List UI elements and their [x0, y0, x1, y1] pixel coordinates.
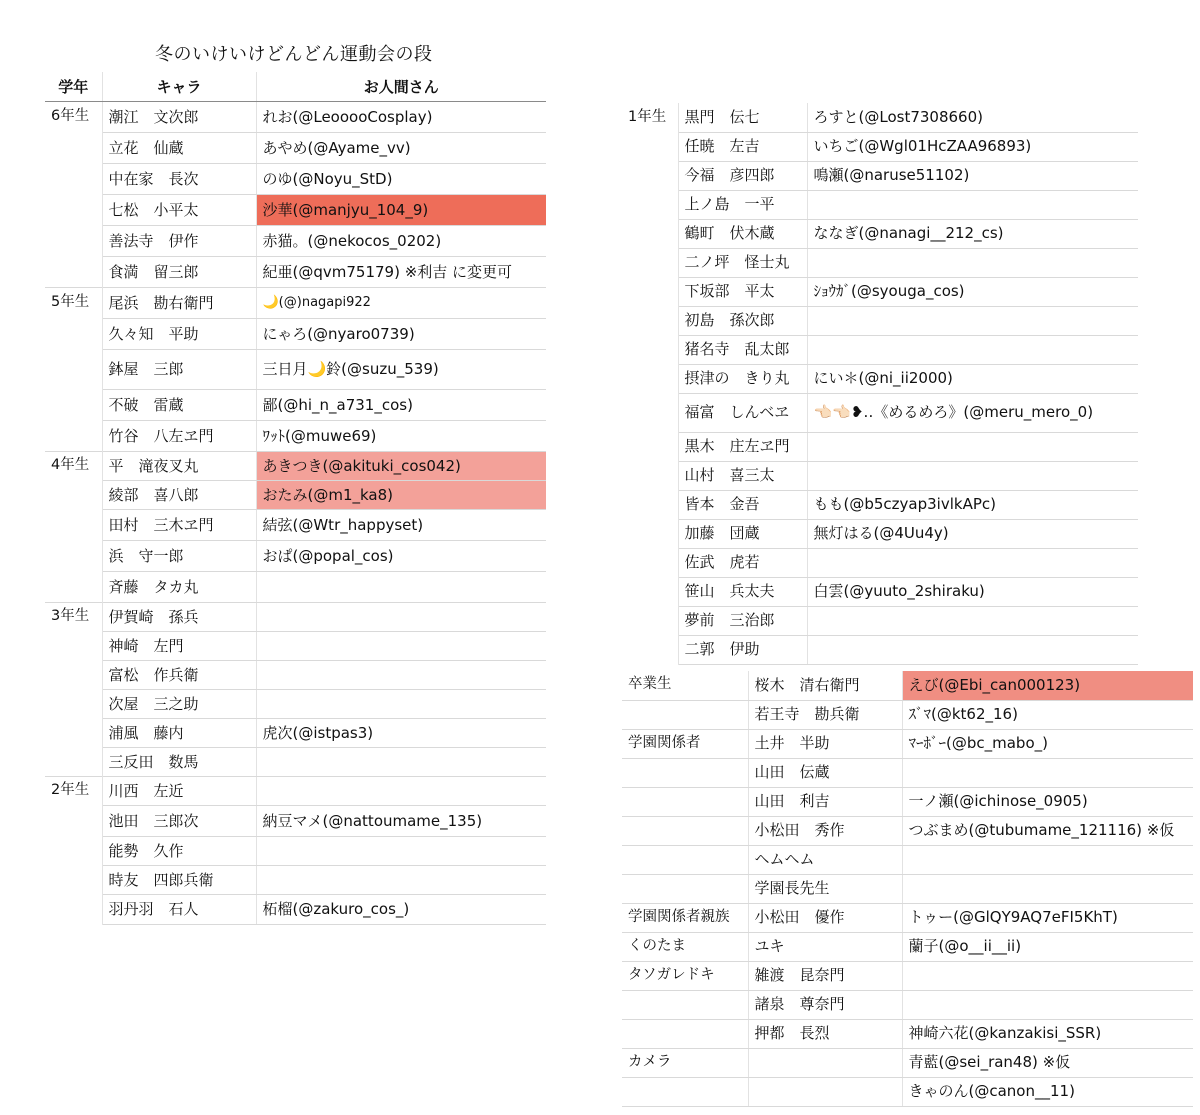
cosplayer-cell	[807, 335, 1138, 364]
table-row	[45, 837, 546, 866]
character-cell	[748, 1077, 902, 1106]
table-row	[622, 1077, 1193, 1106]
cosplayer-cell	[902, 845, 1193, 874]
cosplayer-cell	[256, 690, 546, 719]
cosplayer-cell: 納豆マメ(@nattoumame_135)	[256, 806, 546, 837]
character-cell: 下坂部 平太	[678, 277, 807, 306]
table-row	[45, 257, 546, 288]
table-row	[45, 102, 546, 133]
cosplayer-cell: 白雲(@yuuto_2shiraku)	[807, 577, 1138, 606]
table-row	[622, 990, 1193, 1019]
header-cosplayer: お人間さん	[256, 72, 546, 102]
grade-cell	[45, 510, 102, 541]
character-cell: 食満 留三郎	[102, 257, 256, 288]
cosplayer-cell: ｽﾞﾏ(@kt62_16)	[902, 700, 1193, 729]
character-cell: ユキ	[748, 932, 902, 961]
table-row	[45, 319, 546, 350]
character-cell: 小松田 優作	[748, 903, 902, 932]
grade-cell	[45, 719, 102, 748]
character-cell: 福富 しんベヱ	[678, 393, 807, 432]
cosplayer-cell	[807, 306, 1138, 335]
cosplayer-cell: あきつき(@akituki_cos042)	[256, 452, 546, 481]
grade-cell	[622, 700, 748, 729]
character-cell: 若王寺 勘兵衛	[748, 700, 902, 729]
table-row	[622, 490, 1138, 519]
table-row	[45, 690, 546, 719]
grade-cell: 4年生	[45, 452, 102, 481]
cosplayer-cell: 赤猫。(@nekocos_0202)	[256, 226, 546, 257]
character-cell: ヘムヘム	[748, 845, 902, 874]
cosplayer-cell	[902, 758, 1193, 787]
grade-cell: 6年生	[45, 102, 102, 133]
character-cell: 能勢 久作	[102, 837, 256, 866]
grade-cell	[45, 257, 102, 288]
character-cell: 浜 守一郎	[102, 541, 256, 572]
cosplayer-cell: いちご(@Wgl01HcZAA96893)	[807, 132, 1138, 161]
table-row	[622, 161, 1138, 190]
grade-cell	[622, 519, 678, 548]
table-row	[45, 288, 546, 319]
character-cell: 加藤 団蔵	[678, 519, 807, 548]
cosplayer-cell: 沙華(@manjyu_104_9)	[256, 195, 546, 226]
cosplayer-cell: 鄙(@hi_n_a731_cos)	[256, 390, 546, 421]
table-row	[622, 903, 1193, 932]
character-cell: 中在家 長次	[102, 164, 256, 195]
character-cell: 桜木 清右衛門	[748, 671, 902, 700]
character-cell: 鶴町 伏木蔵	[678, 219, 807, 248]
grade-cell	[622, 548, 678, 577]
upper-grades-body	[45, 102, 546, 925]
table-row	[622, 816, 1193, 845]
character-cell: 川西 左近	[102, 777, 256, 806]
table-row	[45, 866, 546, 895]
grade-cell: カメラ	[622, 1048, 748, 1077]
cosplayer-cell	[807, 548, 1138, 577]
table-row	[45, 195, 546, 226]
character-cell: 押都 長烈	[748, 1019, 902, 1048]
grade-cell: 3年生	[45, 603, 102, 632]
table-row	[622, 519, 1138, 548]
grade-cell	[45, 421, 102, 452]
grade-cell	[622, 335, 678, 364]
table-row	[622, 635, 1138, 664]
character-cell: 次屋 三之助	[102, 690, 256, 719]
table-row	[45, 510, 546, 541]
table-row	[622, 1048, 1193, 1077]
grade-cell: 学園関係者親族	[622, 903, 748, 932]
cosplayer-cell	[256, 777, 546, 806]
cosplayer-cell	[807, 606, 1138, 635]
grade-cell	[622, 248, 678, 277]
character-cell: 羽丹羽 石人	[102, 895, 256, 925]
character-cell: 黒木 庄左ヱ門	[678, 432, 807, 461]
first-grade-table	[622, 103, 1138, 665]
cosplayer-cell: のゆ(@Noyu_StD)	[256, 164, 546, 195]
header-grade: 学年	[45, 72, 102, 102]
grade-cell: 2年生	[45, 777, 102, 806]
cosplayer-cell: もも(@b5czyap3ivlkAPc)	[807, 490, 1138, 519]
grade-cell	[45, 806, 102, 837]
table-row	[45, 632, 546, 661]
grade-cell	[622, 874, 748, 903]
cosplayer-cell: れお(@LeooooCosplay)	[256, 102, 546, 133]
cosplayer-cell	[807, 248, 1138, 277]
table-row	[45, 806, 546, 837]
cosplayer-cell: 青藍(@sei_ran48) ※仮	[902, 1048, 1193, 1077]
character-cell: 竹谷 八左ヱ門	[102, 421, 256, 452]
table-row	[622, 219, 1138, 248]
cosplayer-cell: にゃろ(@nyaro0739)	[256, 319, 546, 350]
cosplayer-cell	[807, 190, 1138, 219]
table-row	[45, 895, 546, 925]
character-cell: 池田 三郎次	[102, 806, 256, 837]
grade-cell: 5年生	[45, 288, 102, 319]
table-row	[622, 932, 1193, 961]
character-cell: 久々知 平助	[102, 319, 256, 350]
cosplayer-cell: ろすと(@Lost7308660)	[807, 103, 1138, 132]
cosplayer-cell	[256, 572, 546, 603]
cosplayer-cell	[256, 866, 546, 895]
grade-cell	[45, 350, 102, 390]
character-cell	[748, 1048, 902, 1077]
character-cell: 二ノ坪 怪士丸	[678, 248, 807, 277]
character-cell: 諸泉 尊奈門	[748, 990, 902, 1019]
character-cell: 時友 四郎兵衛	[102, 866, 256, 895]
character-cell: 初島 孫次郎	[678, 306, 807, 335]
character-cell: 神崎 左門	[102, 632, 256, 661]
table-row	[622, 190, 1138, 219]
grade-cell	[622, 635, 678, 664]
character-cell: 皆本 金吾	[678, 490, 807, 519]
table-row	[622, 103, 1138, 132]
cosplayer-cell: 🌙(@)nagapi922	[256, 288, 546, 319]
grade-cell	[45, 481, 102, 510]
upper-grades-table	[45, 72, 546, 925]
grade-cell	[622, 845, 748, 874]
grade-cell	[45, 837, 102, 866]
cosplayer-cell: あやめ(@Ayame_vv)	[256, 133, 546, 164]
grade-cell	[622, 432, 678, 461]
cosplayer-cell: おぱ(@popal_cos)	[256, 541, 546, 572]
character-cell: 山田 伝蔵	[748, 758, 902, 787]
grade-cell: くのたま	[622, 932, 748, 961]
grade-cell	[622, 461, 678, 490]
character-cell: 摂津の きり丸	[678, 364, 807, 393]
cosplayer-cell: ﾜｯﾄ(@muwe69)	[256, 421, 546, 452]
grade-cell: タソガレドキ	[622, 961, 748, 990]
character-cell: 小松田 秀作	[748, 816, 902, 845]
table-row	[45, 661, 546, 690]
grade-cell: 学園関係者	[622, 729, 748, 758]
table-row	[622, 700, 1193, 729]
grade-cell	[622, 161, 678, 190]
table-row	[622, 277, 1138, 306]
character-cell: 尾浜 勘右衛門	[102, 288, 256, 319]
table-row	[45, 572, 546, 603]
cosplayer-cell	[902, 961, 1193, 990]
grade-cell	[45, 690, 102, 719]
character-cell: 綾部 喜八郎	[102, 481, 256, 510]
cosplayer-cell	[807, 432, 1138, 461]
table-row	[45, 133, 546, 164]
grade-cell	[45, 661, 102, 690]
header-chara: キャラ	[102, 72, 256, 102]
cosplayer-cell	[256, 748, 546, 777]
table-row	[622, 364, 1138, 393]
cosplayer-cell	[256, 661, 546, 690]
cosplayer-cell: 虎次(@istpas3)	[256, 719, 546, 748]
table-row	[622, 874, 1193, 903]
character-cell: 三反田 数馬	[102, 748, 256, 777]
table-row	[45, 748, 546, 777]
character-cell: 土井 半助	[748, 729, 902, 758]
grade-cell	[622, 606, 678, 635]
grade-cell	[45, 572, 102, 603]
cosplayer-cell: 神崎六花(@kanzakisi_SSR)	[902, 1019, 1193, 1048]
grade-cell	[45, 164, 102, 195]
table-row	[622, 961, 1193, 990]
table-row	[622, 461, 1138, 490]
table-row	[622, 1019, 1193, 1048]
character-cell: 学園長先生	[748, 874, 902, 903]
grade-cell	[45, 632, 102, 661]
table-row	[622, 306, 1138, 335]
grade-cell	[45, 390, 102, 421]
table-row	[622, 845, 1193, 874]
cosplayer-cell: 結弦(@Wtr_happyset)	[256, 510, 546, 541]
character-cell: 任暁 左吉	[678, 132, 807, 161]
grade-cell	[622, 816, 748, 845]
table-row	[45, 719, 546, 748]
character-cell: 鉢屋 三郎	[102, 350, 256, 390]
grade-cell	[622, 490, 678, 519]
grade-cell	[622, 393, 678, 432]
grade-cell	[45, 541, 102, 572]
grade-cell	[622, 132, 678, 161]
grade-cell	[622, 787, 748, 816]
cosplayer-cell: つぶまめ(@tubumame_121116) ※仮	[902, 816, 1193, 845]
table-row	[622, 432, 1138, 461]
grade-cell	[622, 277, 678, 306]
other-characters-table	[622, 671, 1193, 1107]
grade-cell	[45, 866, 102, 895]
cosplayer-cell: 三日月🌙鈴(@suzu_539)	[256, 350, 546, 390]
character-cell: 平 滝夜叉丸	[102, 452, 256, 481]
first-grade-body	[622, 103, 1138, 664]
cosplayer-cell: にい＊(@ni_ii2000)	[807, 364, 1138, 393]
grade-cell: 1年生	[622, 103, 678, 132]
character-cell: 不破 雷蔵	[102, 390, 256, 421]
table-row	[622, 248, 1138, 277]
character-cell: 笹山 兵太夫	[678, 577, 807, 606]
table-row	[622, 758, 1193, 787]
table-row	[45, 777, 546, 806]
character-cell: 伊賀崎 孫兵	[102, 603, 256, 632]
cosplayer-cell	[807, 635, 1138, 664]
table-row	[622, 577, 1138, 606]
cosplayer-cell	[256, 632, 546, 661]
grade-cell	[45, 748, 102, 777]
cosplayer-cell: ｼｮｳｶﾞ(@syouga_cos)	[807, 277, 1138, 306]
table-row	[45, 164, 546, 195]
grade-cell	[622, 1019, 748, 1048]
character-cell: 佐武 虎若	[678, 548, 807, 577]
grade-cell	[622, 577, 678, 606]
grade-cell	[622, 219, 678, 248]
character-cell: 立花 仙蔵	[102, 133, 256, 164]
character-cell: 潮江 文次郎	[102, 102, 256, 133]
grade-cell	[45, 319, 102, 350]
table-row	[622, 548, 1138, 577]
cosplayer-cell: 蘭子(@o__ii__ii)	[902, 932, 1193, 961]
character-cell: 浦風 藤内	[102, 719, 256, 748]
cosplayer-cell	[807, 461, 1138, 490]
table-row	[45, 350, 546, 390]
table-row	[622, 393, 1138, 432]
cosplayer-cell: 柘榴(@zakuro_cos_)	[256, 895, 546, 925]
table-row	[622, 335, 1138, 364]
table-row	[45, 390, 546, 421]
other-characters-body	[622, 671, 1193, 1106]
grade-cell	[622, 1077, 748, 1106]
grade-cell	[45, 895, 102, 925]
cosplayer-cell	[902, 990, 1193, 1019]
cosplayer-cell: えび(@Ebi_can000123)	[902, 671, 1193, 700]
character-cell: 夢前 三治郎	[678, 606, 807, 635]
grade-cell	[45, 195, 102, 226]
character-cell: 黒門 伝七	[678, 103, 807, 132]
grade-cell	[622, 190, 678, 219]
table-row	[622, 787, 1193, 816]
grade-cell: 卒業生	[622, 671, 748, 700]
grade-cell	[622, 990, 748, 1019]
character-cell: 二郭 伊助	[678, 635, 807, 664]
grade-cell	[45, 133, 102, 164]
character-cell: 今福 彦四郎	[678, 161, 807, 190]
character-cell: 上ノ島 一平	[678, 190, 807, 219]
cosplayer-cell: ななぎ(@nanagi__212_cs)	[807, 219, 1138, 248]
character-cell: 雑渡 昆奈門	[748, 961, 902, 990]
character-cell: 斉藤 タカ丸	[102, 572, 256, 603]
table-row	[45, 226, 546, 257]
character-cell: 山村 喜三太	[678, 461, 807, 490]
cosplayer-cell	[902, 874, 1193, 903]
cosplayer-cell: きゃのん(@canon__11)	[902, 1077, 1193, 1106]
table-row	[45, 481, 546, 510]
cosplayer-cell: トゥー(@GlQY9AQ7eFI5KhT)	[902, 903, 1193, 932]
grade-cell	[622, 306, 678, 335]
character-cell: 善法寺 伊作	[102, 226, 256, 257]
cosplayer-cell: 無灯はる(@4Uu4y)	[807, 519, 1138, 548]
table-row	[622, 671, 1193, 700]
table-row	[45, 541, 546, 572]
grade-cell	[45, 226, 102, 257]
cosplayer-cell	[256, 603, 546, 632]
cosplayer-cell: おたみ(@m1_ka8)	[256, 481, 546, 510]
cosplayer-cell: 紀亜(@qvm75179) ※利吉 に変更可	[256, 257, 546, 288]
page-title: 冬のいけいけどんどん運動会の段	[155, 44, 433, 65]
grade-cell	[622, 758, 748, 787]
character-cell: 富松 作兵衛	[102, 661, 256, 690]
cosplayer-cell: 👈🏻👈🏻❥‥《めるめろ》(@meru_mero_0)	[807, 393, 1138, 432]
table-row	[45, 421, 546, 452]
character-cell: 田村 三木ヱ門	[102, 510, 256, 541]
table-row	[622, 132, 1138, 161]
cosplayer-cell: 一ノ瀬(@ichinose_0905)	[902, 787, 1193, 816]
character-cell: 七松 小平太	[102, 195, 256, 226]
character-cell: 山田 利吉	[748, 787, 902, 816]
table-row	[622, 606, 1138, 635]
cosplayer-cell	[256, 837, 546, 866]
table-row	[622, 729, 1193, 758]
grade-cell	[622, 364, 678, 393]
cosplayer-cell: 鳴瀬(@naruse51102)	[807, 161, 1138, 190]
cosplayer-cell: ﾏｰﾎﾞｰ(@bc_mabo_)	[902, 729, 1193, 758]
table-row	[45, 452, 546, 481]
table-row	[45, 603, 546, 632]
character-cell: 猪名寺 乱太郎	[678, 335, 807, 364]
